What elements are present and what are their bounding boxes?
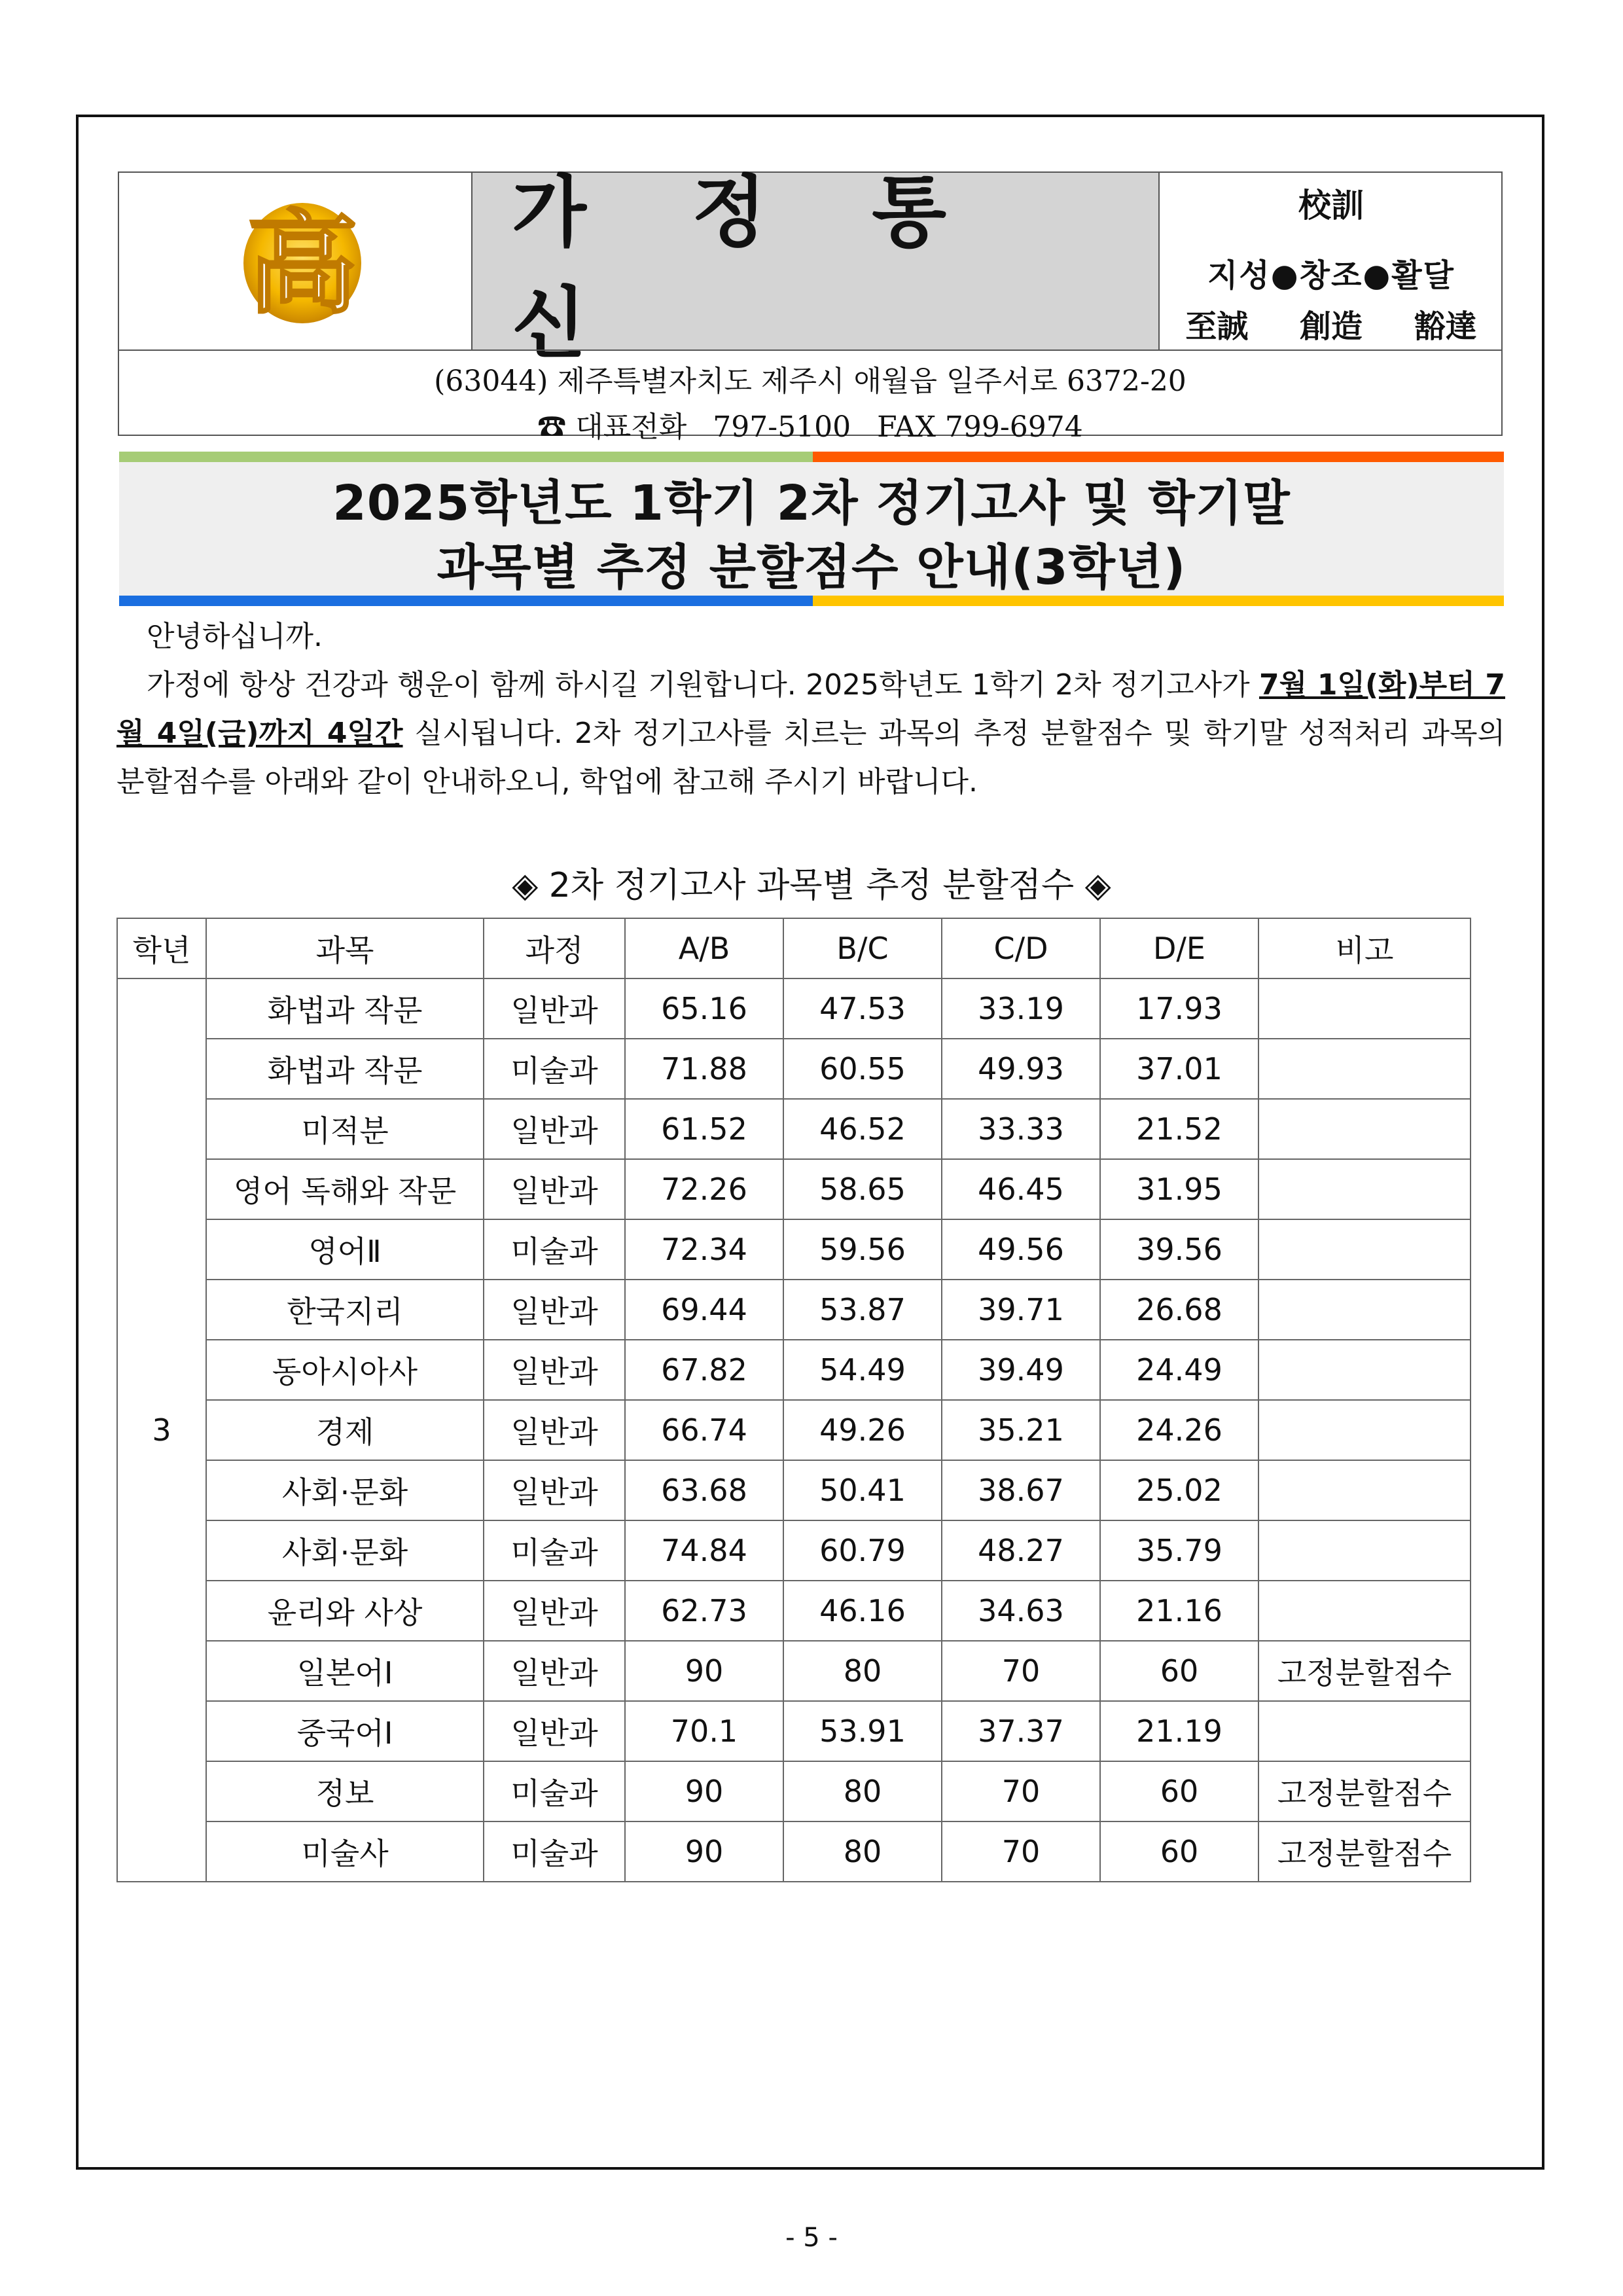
cd-cell: 48.27	[942, 1520, 1100, 1581]
table-row	[117, 1219, 1471, 1280]
column-header: 비고	[1258, 918, 1471, 978]
table-row	[117, 1641, 1471, 1701]
note-cell	[1258, 1219, 1471, 1280]
column-header: 학년	[117, 918, 206, 978]
subject-cell: 사회·문화	[206, 1520, 484, 1581]
ab-cell: 72.34	[625, 1219, 783, 1280]
motto-hanja-2: 創造	[1299, 308, 1363, 345]
logo-char: 高	[246, 200, 359, 329]
de-cell: 35.79	[1100, 1520, 1258, 1581]
note-cell: 고정분할점수	[1258, 1821, 1471, 1882]
bc-cell: 60.55	[783, 1039, 942, 1099]
course-cell: 일반과	[484, 1099, 625, 1159]
course-cell: 일반과	[484, 1340, 625, 1400]
motto-hanja-1: 至誠	[1185, 308, 1249, 345]
de-cell: 26.68	[1100, 1280, 1258, 1340]
bc-cell: 60.79	[783, 1520, 942, 1581]
subject-cell: 영어 독해와 작문	[206, 1159, 484, 1219]
banner-bar-yellow	[813, 596, 1504, 606]
note-cell	[1258, 1340, 1471, 1400]
cd-cell: 38.67	[942, 1460, 1100, 1520]
subject-cell: 영어Ⅱ	[206, 1219, 484, 1280]
note-cell	[1258, 1099, 1471, 1159]
fax-number: FAX 799-6974	[877, 410, 1083, 444]
cd-cell: 49.93	[942, 1039, 1100, 1099]
table-header-row	[117, 918, 1471, 978]
course-cell: 미술과	[484, 1219, 625, 1280]
table-row	[117, 1099, 1471, 1159]
grade-cell: 3	[117, 978, 206, 1882]
subject-cell: 한국지리	[206, 1280, 484, 1340]
table-row	[117, 1520, 1471, 1581]
note-cell	[1258, 978, 1471, 1039]
note-cell: 고정분할점수	[1258, 1761, 1471, 1821]
de-cell: 25.02	[1100, 1460, 1258, 1520]
school-address: (63044) 제주특별자치도 제주시 애월읍 일주서로 6372-20	[434, 365, 1186, 398]
bc-cell: 46.52	[783, 1099, 942, 1159]
de-cell: 60	[1100, 1641, 1258, 1701]
cd-cell: 46.45	[942, 1159, 1100, 1219]
intro-paragraph	[116, 661, 1505, 806]
de-cell: 24.49	[1100, 1340, 1258, 1400]
cd-cell: 70	[942, 1761, 1100, 1821]
cd-cell: 70	[942, 1641, 1100, 1701]
letterhead	[118, 166, 1503, 444]
banner-bar-green	[119, 452, 813, 462]
cd-cell: 35.21	[942, 1400, 1100, 1460]
bc-cell: 50.41	[783, 1460, 942, 1520]
note-cell	[1258, 1520, 1471, 1581]
cd-cell: 34.63	[942, 1581, 1100, 1641]
bc-cell: 53.87	[783, 1280, 942, 1340]
note-cell	[1258, 1280, 1471, 1340]
table-row	[117, 1761, 1471, 1821]
course-cell: 일반과	[484, 1460, 625, 1520]
cd-cell: 33.19	[942, 978, 1100, 1039]
de-cell: 21.19	[1100, 1701, 1258, 1761]
de-cell: 31.95	[1100, 1159, 1258, 1219]
table-row	[117, 1039, 1471, 1099]
de-cell: 60	[1100, 1761, 1258, 1821]
table-row	[117, 1581, 1471, 1641]
cd-cell: 70	[942, 1821, 1100, 1882]
course-cell: 일반과	[484, 1581, 625, 1641]
subject-cell: 동아시아사	[206, 1340, 484, 1400]
phone-fax-line	[119, 403, 1501, 445]
column-header: B/C	[783, 918, 942, 978]
phone-label: ☎ 대표전화	[537, 410, 687, 444]
subject-cell: 화법과 작문	[206, 978, 484, 1039]
exam-period: 7월 1일(화)부터 7월 4일(금)까지 4일간	[116, 668, 1505, 750]
motto-hanja-3: 豁達	[1414, 308, 1477, 345]
course-cell: 일반과	[484, 1400, 625, 1460]
bc-cell: 53.91	[783, 1701, 942, 1761]
note-cell	[1258, 1701, 1471, 1761]
banner-bar-blue	[119, 596, 813, 606]
title-banner	[119, 452, 1504, 606]
banner-title-line1: 2025학년도 1학기 2차 정기고사 및 학기말	[332, 475, 1291, 531]
ab-cell: 67.82	[625, 1340, 783, 1400]
course-cell: 일반과	[484, 1641, 625, 1701]
de-cell: 24.26	[1100, 1400, 1258, 1460]
bc-cell: 80	[783, 1641, 942, 1701]
ab-cell: 71.88	[625, 1039, 783, 1099]
course-cell: 일반과	[484, 1280, 625, 1340]
ab-cell: 61.52	[625, 1099, 783, 1159]
banner-title-line2: 과목별 추정 분할점수 안내(3학년)	[437, 539, 1186, 596]
newsletter-title: 가 정 통 신	[473, 173, 1160, 350]
ab-cell: 90	[625, 1641, 783, 1701]
school-motto	[1160, 173, 1503, 350]
table-row	[117, 1400, 1471, 1460]
table-row	[117, 1159, 1471, 1219]
school-logo-cell	[119, 173, 473, 350]
note-cell	[1258, 1039, 1471, 1099]
course-cell: 미술과	[484, 1761, 625, 1821]
column-header: A/B	[625, 918, 783, 978]
section-title: ◈ 2차 정기고사 과목별 추정 분할점수 ◈	[512, 866, 1111, 905]
course-cell: 미술과	[484, 1520, 625, 1581]
bc-cell: 80	[783, 1761, 942, 1821]
bc-cell: 47.53	[783, 978, 942, 1039]
ab-cell: 69.44	[625, 1280, 783, 1340]
cd-cell: 37.37	[942, 1701, 1100, 1761]
de-cell: 37.01	[1100, 1039, 1258, 1099]
de-cell: 21.16	[1100, 1581, 1258, 1641]
note-cell: 고정분할점수	[1258, 1641, 1471, 1701]
subject-cell: 화법과 작문	[206, 1039, 484, 1099]
column-header: D/E	[1100, 918, 1258, 978]
subject-cell: 윤리와 사상	[206, 1581, 484, 1641]
de-cell: 60	[1100, 1821, 1258, 1882]
cd-cell: 33.33	[942, 1099, 1100, 1159]
subject-cell: 미적분	[206, 1099, 484, 1159]
greeting: 안녕하십니까.	[147, 620, 323, 653]
table-row	[117, 978, 1471, 1039]
table-row	[117, 1340, 1471, 1400]
intro-text-b: 실시됩니다. 2차 정기고사를 치르는 과목의 추정 분할점수 및 학기말 성적처리 과목의 분할점수를 아래와 같이 안내하오니, 학업에 참고해 주시기 바랍니다.	[116, 717, 1505, 798]
ab-cell: 62.73	[625, 1581, 783, 1641]
ab-cell: 66.74	[625, 1400, 783, 1460]
subject-cell: 정보	[206, 1761, 484, 1821]
course-cell: 미술과	[484, 1821, 625, 1882]
bc-cell: 54.49	[783, 1340, 942, 1400]
ab-cell: 72.26	[625, 1159, 783, 1219]
bc-cell: 49.26	[783, 1400, 942, 1460]
motto-hanja	[1160, 301, 1503, 346]
course-cell: 일반과	[484, 978, 625, 1039]
table-row	[117, 1701, 1471, 1761]
motto-korean: 지성●창조●활달	[1207, 257, 1455, 294]
subject-cell: 미술사	[206, 1821, 484, 1882]
table-row	[117, 1460, 1471, 1520]
ab-cell: 90	[625, 1821, 783, 1882]
phone-number: 797-5100	[713, 410, 851, 444]
note-cell	[1258, 1400, 1471, 1460]
note-cell	[1258, 1159, 1471, 1219]
subject-cell: 일본어Ⅰ	[206, 1641, 484, 1701]
ab-cell: 74.84	[625, 1520, 783, 1581]
cd-cell: 49.56	[942, 1219, 1100, 1280]
ab-cell: 90	[625, 1761, 783, 1821]
de-cell: 39.56	[1100, 1219, 1258, 1280]
subject-cell: 중국어Ⅰ	[206, 1701, 484, 1761]
subject-cell: 경제	[206, 1400, 484, 1460]
column-header: 과정	[484, 918, 625, 978]
bc-cell: 59.56	[783, 1219, 942, 1280]
bc-cell: 80	[783, 1821, 942, 1882]
ab-cell: 65.16	[625, 978, 783, 1039]
intro-text-a: 가정에 항상 건강과 행운이 함께 하시길 기원합니다. 2025학년도 1학기 2차 정기고사가	[147, 668, 1260, 702]
table-row	[117, 1280, 1471, 1340]
contact-block	[119, 350, 1501, 444]
ab-cell: 70.1	[625, 1701, 783, 1761]
note-cell	[1258, 1460, 1471, 1520]
table-body	[117, 978, 1471, 1882]
motto-heading: 校訓	[1298, 186, 1364, 224]
intro-text	[116, 613, 1505, 806]
note-cell	[1258, 1581, 1471, 1641]
column-header: 과목	[206, 918, 484, 978]
school-logo-icon	[237, 191, 368, 329]
column-header: C/D	[942, 918, 1100, 978]
ab-cell: 63.68	[625, 1460, 783, 1520]
course-cell: 일반과	[484, 1701, 625, 1761]
cut-score-table	[116, 918, 1471, 1882]
course-cell: 일반과	[484, 1159, 625, 1219]
banner-bar-orange	[813, 452, 1504, 462]
bc-cell: 58.65	[783, 1159, 942, 1219]
cd-cell: 39.49	[942, 1340, 1100, 1400]
de-cell: 21.52	[1100, 1099, 1258, 1159]
de-cell: 17.93	[1100, 978, 1258, 1039]
page-number: - 5 -	[785, 2223, 838, 2253]
course-cell: 미술과	[484, 1039, 625, 1099]
table-row	[117, 1821, 1471, 1882]
bc-cell: 46.16	[783, 1581, 942, 1641]
cd-cell: 39.71	[942, 1280, 1100, 1340]
subject-cell: 사회·문화	[206, 1460, 484, 1520]
